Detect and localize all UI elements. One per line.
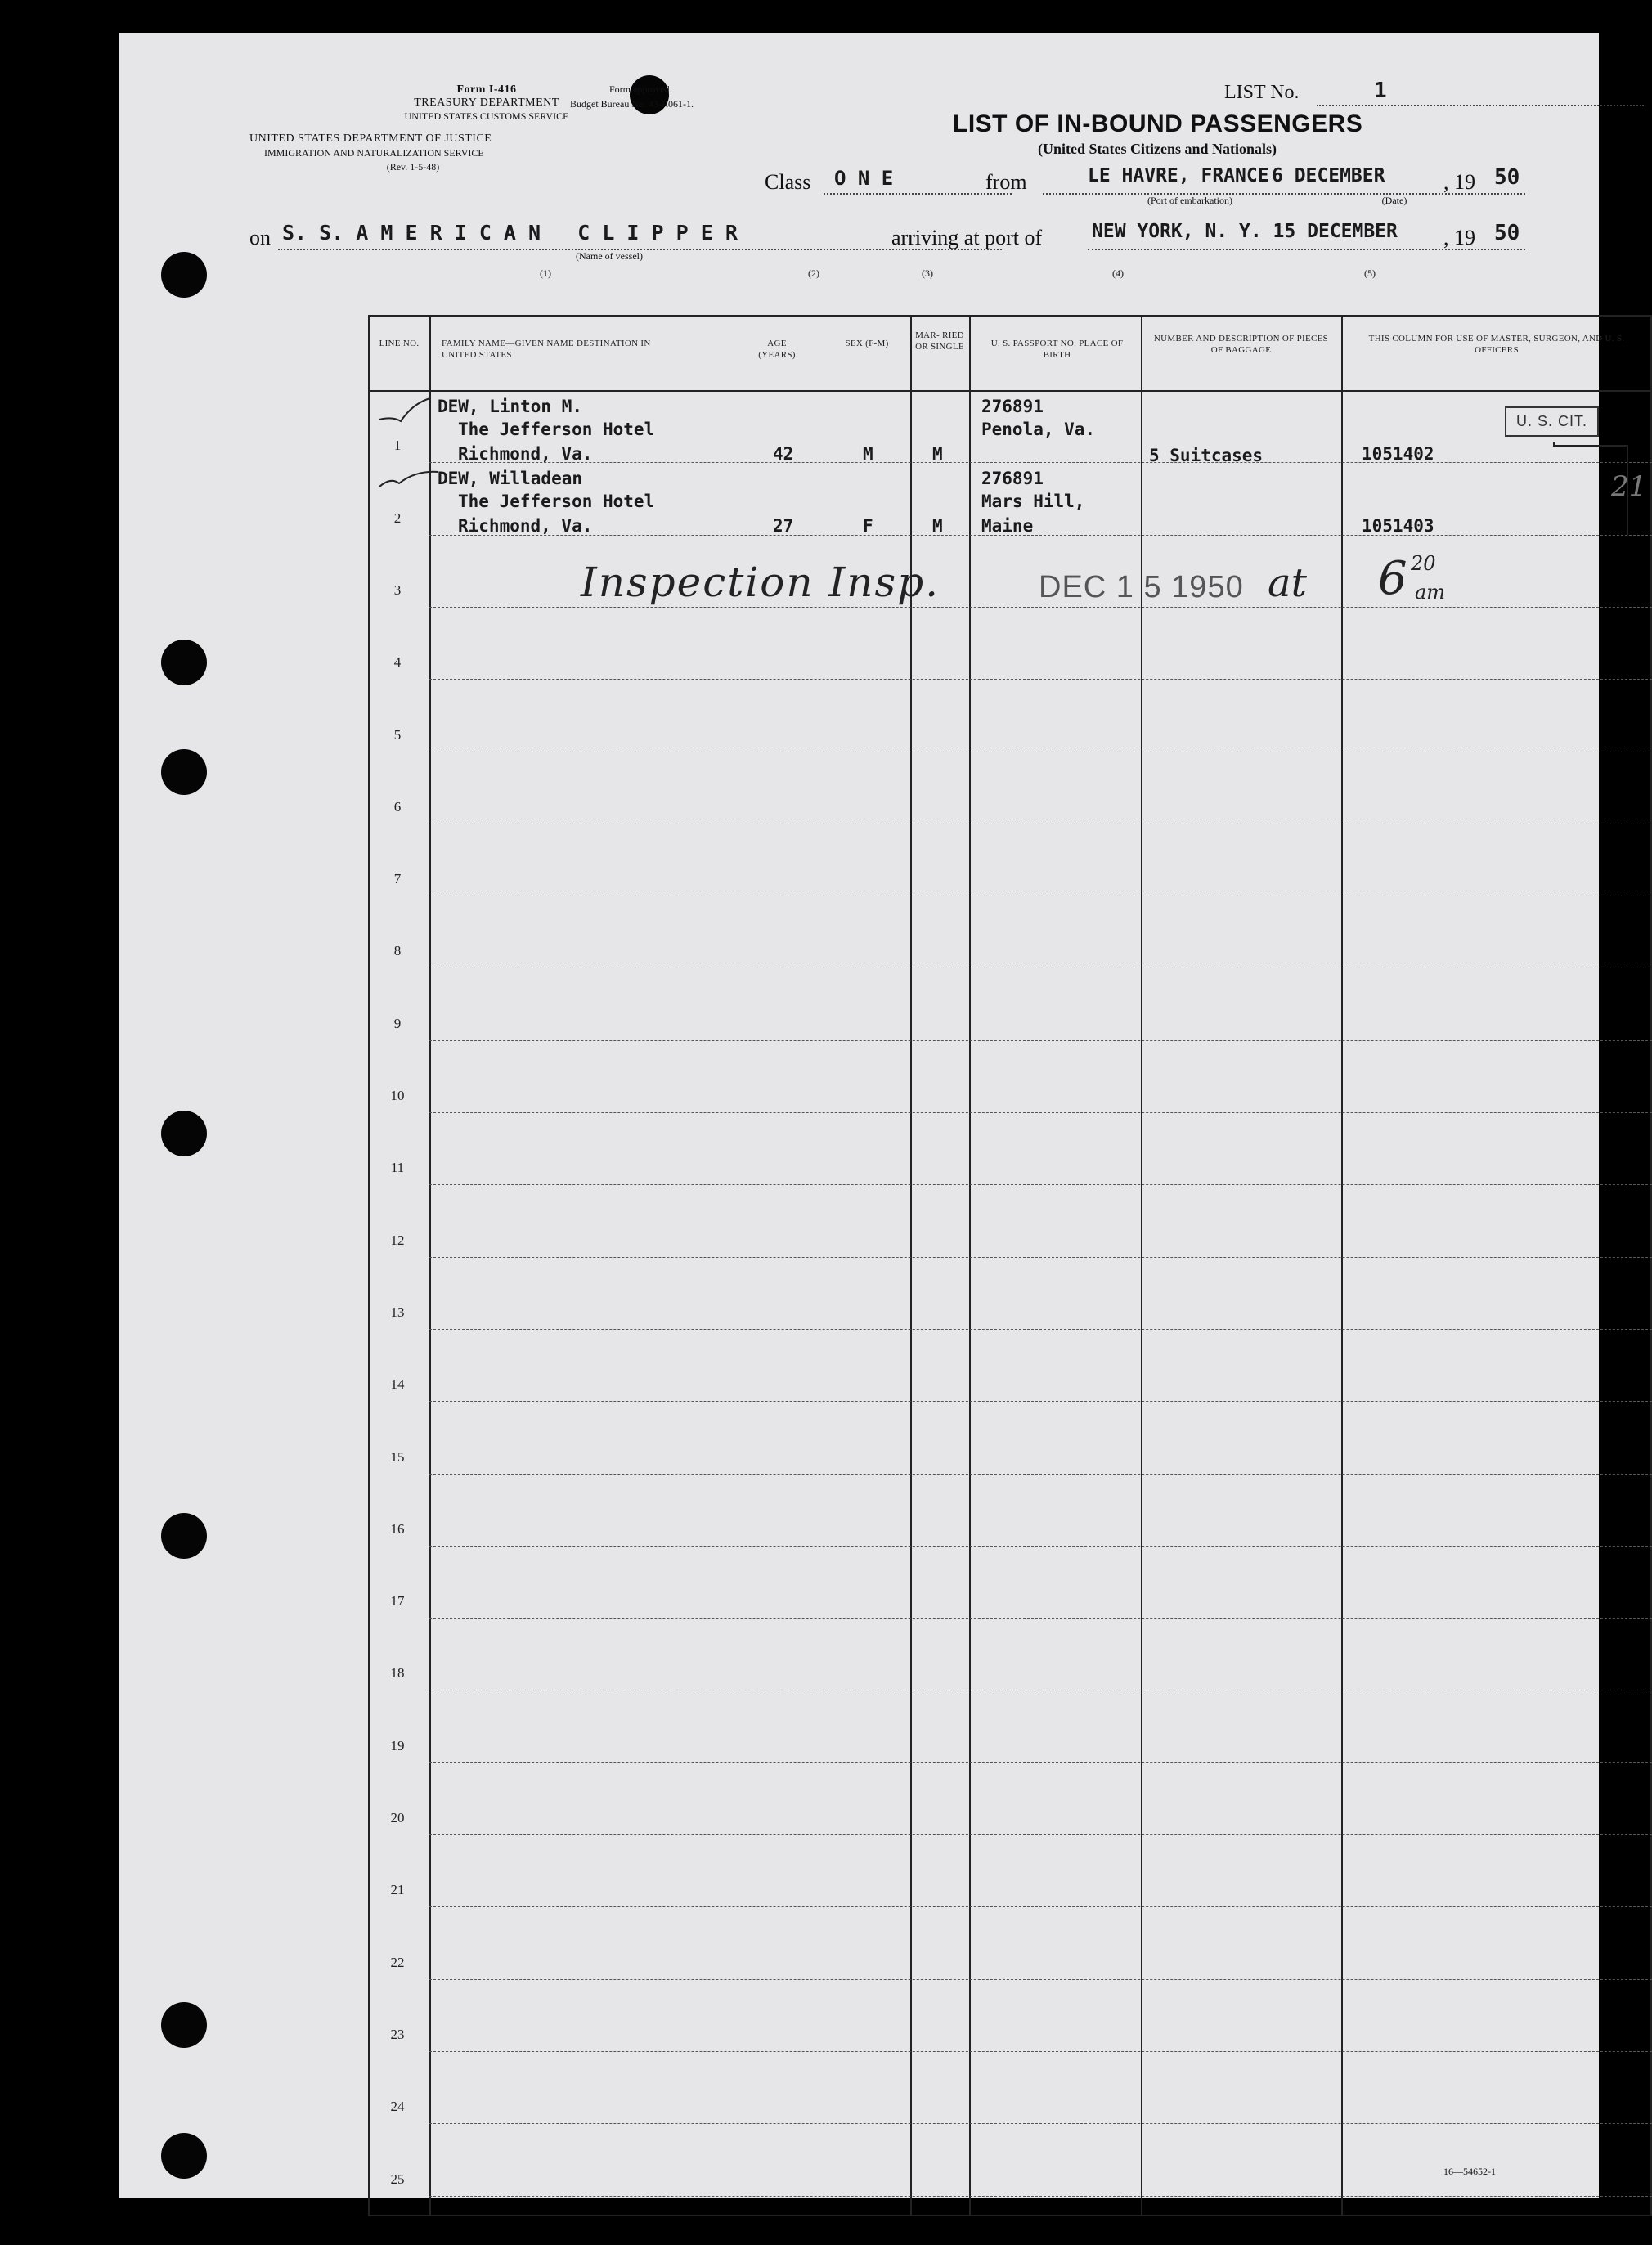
- col-married: MAR- RIED OR SINGLE: [915, 330, 964, 352]
- col-border: [368, 315, 370, 2216]
- passenger-2-married: M: [932, 516, 943, 536]
- punch-hole: [161, 640, 207, 685]
- port-caption: (Port of embarkation): [1147, 195, 1232, 206]
- passenger-2-sex: F: [863, 516, 873, 536]
- year-prefix: , 19: [1443, 170, 1475, 194]
- us-citizen-stamp: U. S. CIT.: [1505, 406, 1599, 437]
- punch-hole: [161, 2133, 207, 2179]
- form-code: 16—54652-1: [1443, 2166, 1496, 2177]
- passenger-2-birth1: Mars Hill,: [981, 492, 1085, 511]
- line-number: 25: [390, 2171, 405, 2187]
- arrival-value: NEW YORK, N. Y. 15 DECEMBER: [1092, 221, 1398, 242]
- budget-bureau: Budget Bureau No. 43-R061-1.: [570, 98, 694, 110]
- passenger-1-officer-no: 1051402: [1362, 444, 1434, 464]
- line-number: 3: [393, 581, 402, 598]
- punch-hole: [161, 252, 207, 298]
- check-mark: [376, 460, 442, 493]
- row-divider: [429, 2051, 1652, 2052]
- row-divider: [429, 1040, 1652, 1041]
- date-caption: (Date): [1381, 195, 1407, 206]
- port-value: LE HAVRE, FRANCE: [1088, 165, 1269, 186]
- col-sex: SEX (F-M): [845, 339, 889, 348]
- line-number: 18: [390, 1665, 405, 1682]
- row-divider: [429, 2123, 1652, 2124]
- vessel-value: S. S. A M E R I C A N C L I P P E R: [282, 221, 738, 245]
- punch-hole: [161, 749, 207, 795]
- row-divider: [429, 1906, 1652, 1907]
- col-officers: THIS COLUMN FOR USE OF MASTER, SURGEON, AND U. S. OFFICERS: [1368, 334, 1625, 355]
- inspection-time-minutes: 20: [1411, 552, 1436, 575]
- list-no-underline: [1317, 105, 1644, 106]
- passenger-1-passport: 276891: [981, 397, 1044, 416]
- page-subtitle: (United States Citizens and Nationals): [1037, 141, 1277, 157]
- date-value: 6 DECEMBER: [1272, 165, 1385, 186]
- passenger-2-officer-no: 1051403: [1362, 516, 1434, 536]
- punch-hole: [161, 1513, 207, 1559]
- table-bottom-border: [368, 2215, 1652, 2216]
- revision: (Rev. 1-5-48): [386, 161, 440, 173]
- form-approved: Form approved.: [609, 83, 672, 95]
- header-divider: [368, 390, 1652, 392]
- row-divider: [429, 535, 1652, 536]
- arrival-year: 50: [1494, 221, 1520, 245]
- inspection-time-meridiem: am: [1415, 581, 1446, 604]
- line-number: 9: [393, 1015, 402, 1031]
- inspection-time: 6: [1378, 552, 1407, 605]
- col-passport: U. S. PASSPORT NO. PLACE OF BIRTH: [990, 339, 1124, 360]
- page-title: LIST OF IN-BOUND PASSENGERS: [953, 110, 1363, 137]
- passenger-2-dest2: Richmond, Va.: [458, 516, 593, 536]
- row-divider: [429, 1184, 1652, 1185]
- col-border: [969, 315, 971, 2216]
- on-label: on: [249, 226, 271, 249]
- line-number: 24: [390, 2099, 405, 2115]
- col-age: AGE (YEARS): [758, 339, 796, 360]
- row-divider: [429, 1257, 1652, 1258]
- col-name: FAMILY NAME—GIVEN NAME DESTINATION IN UNITED STATES: [442, 339, 651, 360]
- row-divider: [429, 1474, 1652, 1475]
- passenger-1-age: 42: [773, 444, 794, 464]
- punch-hole: [161, 1111, 207, 1156]
- line-number: 15: [390, 1448, 405, 1465]
- manifest-page: [119, 33, 1647, 2198]
- row-divider: [429, 1329, 1652, 1330]
- line-number: 10: [390, 1088, 405, 1103]
- row-divider: [429, 2196, 1652, 2197]
- line-number: 19: [390, 1737, 405, 1753]
- line-number: 1: [393, 438, 402, 454]
- arrival-year-prefix: , 19: [1443, 226, 1475, 249]
- passenger-table: [368, 315, 1652, 2216]
- passenger-2-passport: 276891: [981, 469, 1044, 488]
- row-divider: [429, 1401, 1652, 1402]
- row-divider: [429, 1979, 1652, 1980]
- line-number: 23: [390, 2026, 405, 2042]
- line-number: 20: [390, 1810, 405, 1825]
- check-mark: [376, 395, 433, 428]
- line-number: 13: [390, 1304, 405, 1320]
- line-number: 2: [393, 510, 402, 526]
- passenger-2-name: DEW, Willadean: [438, 469, 583, 488]
- col-border: [1341, 315, 1343, 2216]
- line-number: 8: [393, 943, 402, 959]
- passenger-1-birth: Penola, Va.: [981, 420, 1096, 439]
- row-divider: [429, 607, 1652, 608]
- row-divider: [429, 1112, 1652, 1113]
- line-number: 16: [390, 1520, 405, 1537]
- passenger-2-dest1: The Jefferson Hotel: [458, 492, 655, 511]
- col-baggage: NUMBER AND DESCRIPTION OF PIECES OF BAGGAGE: [1153, 334, 1329, 355]
- row-divider: [429, 679, 1652, 680]
- line-number: 17: [390, 1593, 405, 1610]
- row-divider: [429, 462, 1652, 463]
- col-num-5: (5): [1364, 267, 1376, 279]
- col-num-1: (1): [540, 267, 551, 279]
- inspection-signature: Inspection Insp.: [581, 559, 940, 606]
- passenger-1-dest2: Richmond, Va.: [458, 444, 593, 464]
- form-number: Form I-416: [456, 83, 517, 96]
- col-num-2: (2): [808, 267, 819, 279]
- line-number: 14: [390, 1376, 405, 1393]
- arriving-label: arriving at port of: [891, 226, 1043, 249]
- class-underline: [824, 193, 1012, 195]
- side-mark: 21: [1611, 470, 1647, 503]
- line-number: 21: [390, 1882, 405, 1898]
- col-num-3: (3): [922, 267, 933, 279]
- class-label: Class: [765, 170, 811, 194]
- treasury-dept: TREASURY DEPARTMENT: [414, 97, 559, 109]
- col-line-no: LINE NO.: [379, 339, 420, 348]
- col-num-4: (4): [1112, 267, 1124, 279]
- row-divider: [429, 1546, 1652, 1547]
- row-divider: [429, 1618, 1652, 1619]
- year-value: 50: [1494, 165, 1520, 190]
- passenger-1-baggage: 5 Suitcases: [1149, 446, 1264, 465]
- passenger-2-birth2: Maine: [981, 516, 1034, 536]
- line-number: 22: [390, 1954, 405, 1970]
- justice-dept: UNITED STATES DEPARTMENT OF JUSTICE: [249, 132, 492, 145]
- col-border: [429, 315, 431, 2216]
- line-number: 5: [393, 726, 402, 743]
- passenger-1-married: M: [932, 444, 943, 464]
- line-number: 6: [393, 798, 402, 815]
- line-number: 12: [390, 1232, 405, 1248]
- class-value: O N E: [834, 167, 894, 190]
- list-no-label: LIST No.: [1224, 82, 1300, 103]
- line-number: 11: [390, 1160, 405, 1176]
- row-divider: [429, 1834, 1652, 1835]
- passenger-1-name: DEW, Linton M.: [438, 397, 583, 416]
- passenger-1-dest1: The Jefferson Hotel: [458, 420, 655, 439]
- line-number: 4: [393, 654, 402, 671]
- inspection-date-stamp: DEC 1 5 1950: [1039, 570, 1244, 604]
- inspection-at: at: [1268, 560, 1307, 606]
- row-divider: [429, 1762, 1652, 1763]
- list-no-value: 1: [1374, 79, 1387, 103]
- line-number: 7: [393, 871, 402, 887]
- customs-service: UNITED STATES CUSTOMS SERVICE: [404, 110, 569, 122]
- passenger-1-sex: M: [863, 444, 873, 464]
- punch-hole: [161, 2002, 207, 2048]
- from-label: from: [985, 170, 1027, 194]
- ins-service: IMMIGRATION AND NATURALIZATION SERVICE: [264, 147, 484, 159]
- table-top-border: [368, 315, 1652, 317]
- vessel-caption: (Name of vessel): [576, 250, 643, 262]
- passenger-2-age: 27: [773, 516, 794, 536]
